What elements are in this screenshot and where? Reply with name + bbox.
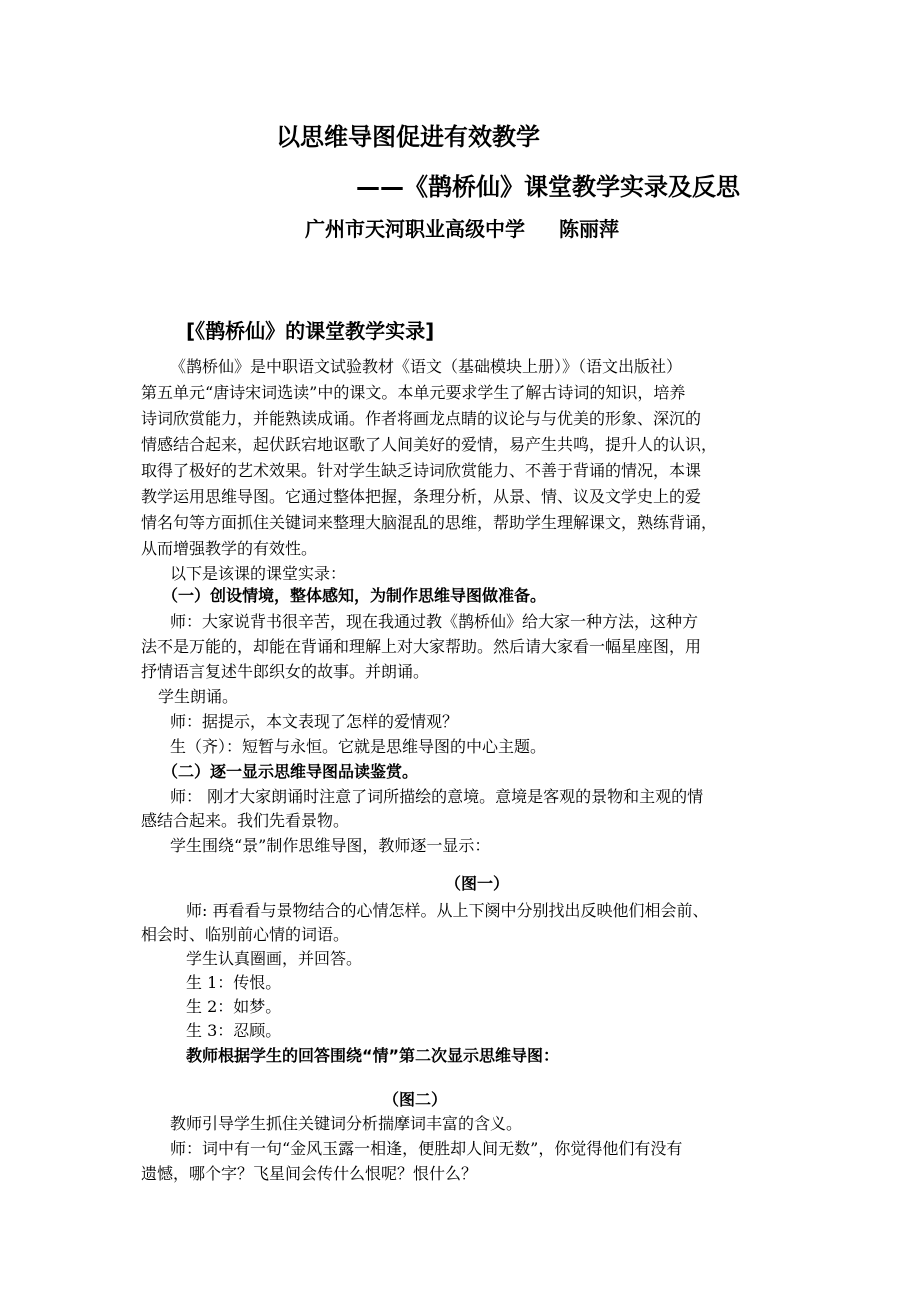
paragraph-line: 情名句等方面抓住关键词来整理大脑混乱的思维，帮助学生理解课文，熟练背诵， [141, 513, 718, 532]
author-name: 陈丽萍 [559, 217, 619, 241]
document-title: 以思维导图促进有效教学 [276, 123, 540, 151]
paragraph-line: 遗憾，哪个字？飞星间会传什么恨呢？恨什么？ [141, 1164, 478, 1183]
author-school: 广州市天河职业高级中学 [305, 217, 525, 241]
figure-caption: （图一） [445, 874, 510, 893]
paragraph-line: 以下是该课的课堂实录： [170, 564, 347, 583]
paragraph-line: 师：词中有一句“金风玉露一相逢，便胜却人间无数”，你觉得他们有没有 [170, 1139, 683, 1158]
paragraph-line: 学生围绕“景”制作思维导图，教师逐一显示： [170, 836, 491, 855]
paragraph-line: 诗词欣赏能力，并能熟读成诵。作者将画龙点睛的议论与与优美的形象、深沉的 [141, 409, 702, 428]
paragraph-line: 教师引导学生抓住关键词分析揣摩词丰富的含义。 [170, 1114, 523, 1133]
paragraph-line: 第五单元“唐诗宋词选读”中的课文。本单元要求学生了解古诗词的知识，培养 [141, 383, 686, 402]
paragraph-line: 情感结合起来，起伏跃宕地讴歌了人间美好的爱情，易产生共鸣，提升人的认识， [141, 435, 718, 454]
paragraph-line: 生 2：如梦。 [186, 997, 282, 1016]
paragraph-line: 感结合起来。我们先看景物。 [141, 811, 350, 830]
paragraph-line: 取得了极好的艺术效果。针对学生缺乏诗词欣赏能力、不善于背诵的情况，本课 [141, 461, 702, 480]
document-subtitle: ——《鹊桥仙》课堂教学实录及反思 [356, 173, 740, 201]
section-heading: [《鹊桥仙》的课堂教学实录] [186, 319, 435, 343]
paragraph-line: 师: 再看看与景物结合的心情怎样。从上下阕中分别找出反映他们相会前、 [186, 901, 709, 920]
figure-caption: （图二） [383, 1090, 448, 1109]
paragraph-line: 教师根据学生的回答围绕“情”第二次显示思维导图： [186, 1046, 560, 1065]
paragraph-line: 学生朗诵。 [158, 687, 239, 706]
paragraph-line: 师：据提示，本文表现了怎样的爱情观？ [170, 712, 459, 731]
paragraph-line: 教学运用思维导图。它通过整体把握，条理分析，从景、情、议及文学史上的爱 [141, 487, 702, 506]
paragraph-line: 相会时、临别前心情的词语。 [141, 925, 350, 944]
paragraph-line: 师：大家说背书很辛苦，现在我通过教《鹊桥仙》给大家一种方法，这种方 [170, 612, 699, 631]
paragraph-line: 学生认真圈画，并回答。 [186, 949, 363, 968]
paragraph-line: 从而增强教学的有效性。 [141, 539, 318, 558]
author-line [305, 214, 619, 244]
paragraph-line: 师： 刚才大家朗诵时注意了词所描绘的意境。意境是客观的景物和主观的情 [170, 787, 704, 806]
paragraph-line: 生 3：忍顾。 [186, 1021, 282, 1040]
paragraph-line: 生 1：传恨。 [186, 973, 282, 992]
subsection-heading: （一）创设情境，整体感知，为制作思维导图做准备。 [162, 586, 547, 605]
paragraph-line: 生（齐）：短暂与永恒。它就是思维导图的中心主题。 [170, 737, 547, 756]
paragraph-line: 法不是万能的，却能在背诵和理解上对大家帮助。然后请大家看一幅星座图，用 [141, 637, 702, 656]
paragraph-line: 抒情语言复述牛郎织女的故事。并朗诵。 [141, 662, 430, 681]
subsection-heading: （二）逐一显示思维导图品读鉴赏。 [162, 762, 419, 781]
paragraph-line: 《鹊桥仙》是中职语文试验教材《语文（基础模块上册）》（语文出版社） [170, 357, 683, 376]
